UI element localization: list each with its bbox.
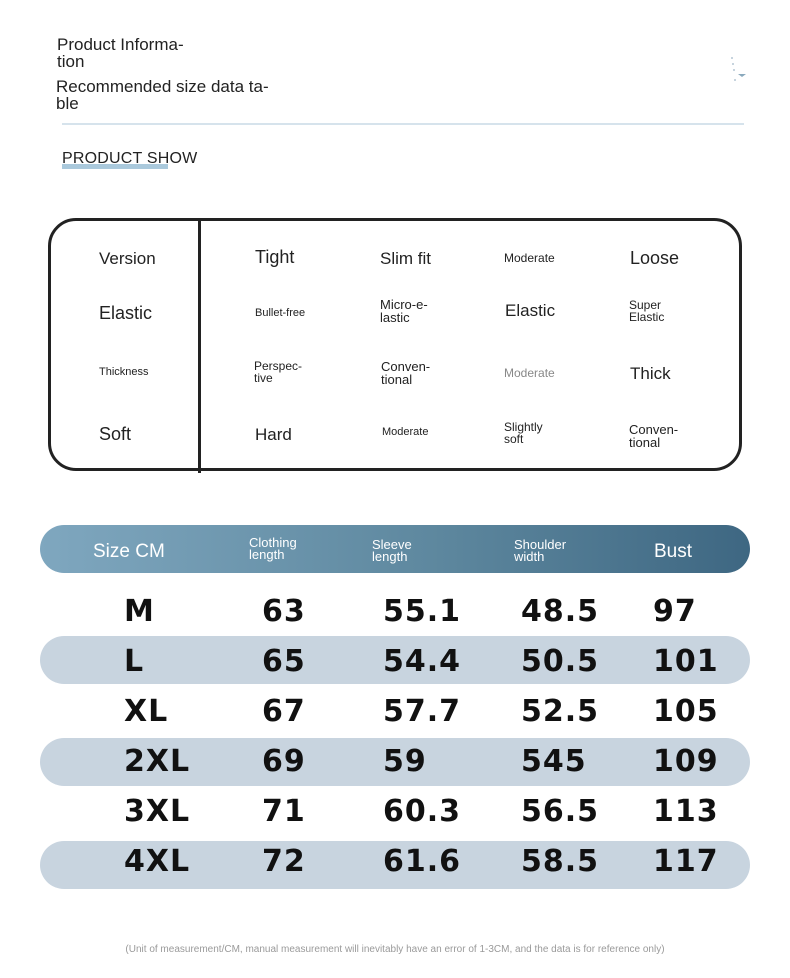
recommended-size-heading: Recommended size data ta- ble bbox=[56, 77, 269, 113]
table-cell: 4XL bbox=[124, 844, 191, 879]
fabric-option: Slightly soft bbox=[504, 420, 543, 446]
column-header: Sleeve length bbox=[372, 537, 412, 564]
table-cell: 2XL bbox=[124, 744, 191, 779]
table-cell: 71 bbox=[262, 794, 306, 829]
table-cell: 55.1 bbox=[383, 594, 462, 629]
table-cell: 105 bbox=[653, 694, 719, 729]
fabric-option: Micro-e- lastic bbox=[380, 297, 428, 325]
table-cell: 52.5 bbox=[521, 694, 600, 729]
table-cell: 58.5 bbox=[521, 844, 600, 879]
column-header: Bust bbox=[654, 541, 693, 562]
table-cell: 69 bbox=[262, 744, 306, 779]
table-cell: 59 bbox=[383, 744, 427, 779]
fabric-option: Perspec- tive bbox=[254, 359, 303, 385]
table-cell: 67 bbox=[262, 694, 306, 729]
fabric-option: Loose bbox=[630, 248, 680, 268]
fabric-option: Bullet-free bbox=[255, 307, 306, 319]
fabric-option: Super Elastic bbox=[629, 298, 665, 324]
fabric-option: Moderate bbox=[382, 426, 429, 438]
fabric-option: Moderate bbox=[504, 366, 555, 380]
table-cell: L bbox=[124, 644, 145, 679]
table-cell: 50.5 bbox=[521, 644, 600, 679]
table-cell: 54.4 bbox=[383, 644, 462, 679]
table-cell: 101 bbox=[653, 644, 719, 679]
decorative-dots-icon bbox=[728, 56, 748, 86]
product-show-title bbox=[62, 150, 197, 168]
table-cell: M bbox=[124, 594, 155, 629]
fabric-label-thickness: Thickness bbox=[99, 366, 149, 378]
fabric-option: Hard bbox=[255, 425, 292, 444]
table-cell: 97 bbox=[653, 594, 697, 629]
fabric-option: Elastic bbox=[505, 301, 556, 320]
column-header: Clothing length bbox=[249, 535, 297, 562]
table-cell: 61.6 bbox=[383, 844, 462, 879]
fabric-label-soft: Soft bbox=[99, 424, 132, 444]
fabric-label-version: Version bbox=[99, 249, 156, 268]
fabric-option: Conven- tional bbox=[629, 422, 679, 450]
fabric-label-elastic: Elastic bbox=[99, 303, 153, 323]
table-cell: 72 bbox=[262, 844, 306, 879]
header-divider bbox=[62, 123, 744, 125]
column-header: Shoulder width bbox=[514, 537, 567, 564]
table-cell: 60.3 bbox=[383, 794, 462, 829]
table-cell: 56.5 bbox=[521, 794, 600, 829]
table-cell: 3XL bbox=[124, 794, 191, 829]
table-cell: 113 bbox=[653, 794, 719, 829]
fabric-info-separator bbox=[198, 220, 201, 473]
table-cell: 57.7 bbox=[383, 694, 462, 729]
fabric-option: Conven- tional bbox=[381, 359, 431, 387]
product-show-label: PRODUCT SHOW bbox=[62, 150, 198, 167]
fabric-option: Tight bbox=[255, 247, 295, 267]
table-cell: 63 bbox=[262, 594, 306, 629]
measurement-footnote: (Unit of measurement/CM, manual measurement will inevitably have an error of 1-3CM, and the data is for reference only) bbox=[125, 944, 665, 955]
table-cell: 48.5 bbox=[521, 594, 600, 629]
column-header: Size CM bbox=[93, 541, 165, 562]
fabric-option: Slim fit bbox=[380, 249, 431, 268]
table-cell: 545 bbox=[521, 744, 587, 779]
fabric-option: Moderate bbox=[504, 251, 555, 265]
fabric-option: Thick bbox=[630, 364, 671, 383]
table-cell: 117 bbox=[653, 844, 719, 879]
table-cell: XL bbox=[124, 694, 169, 729]
table-cell: 109 bbox=[653, 744, 719, 779]
product-information-heading: Product Informa- tion bbox=[57, 35, 184, 71]
table-cell: 65 bbox=[262, 644, 306, 679]
